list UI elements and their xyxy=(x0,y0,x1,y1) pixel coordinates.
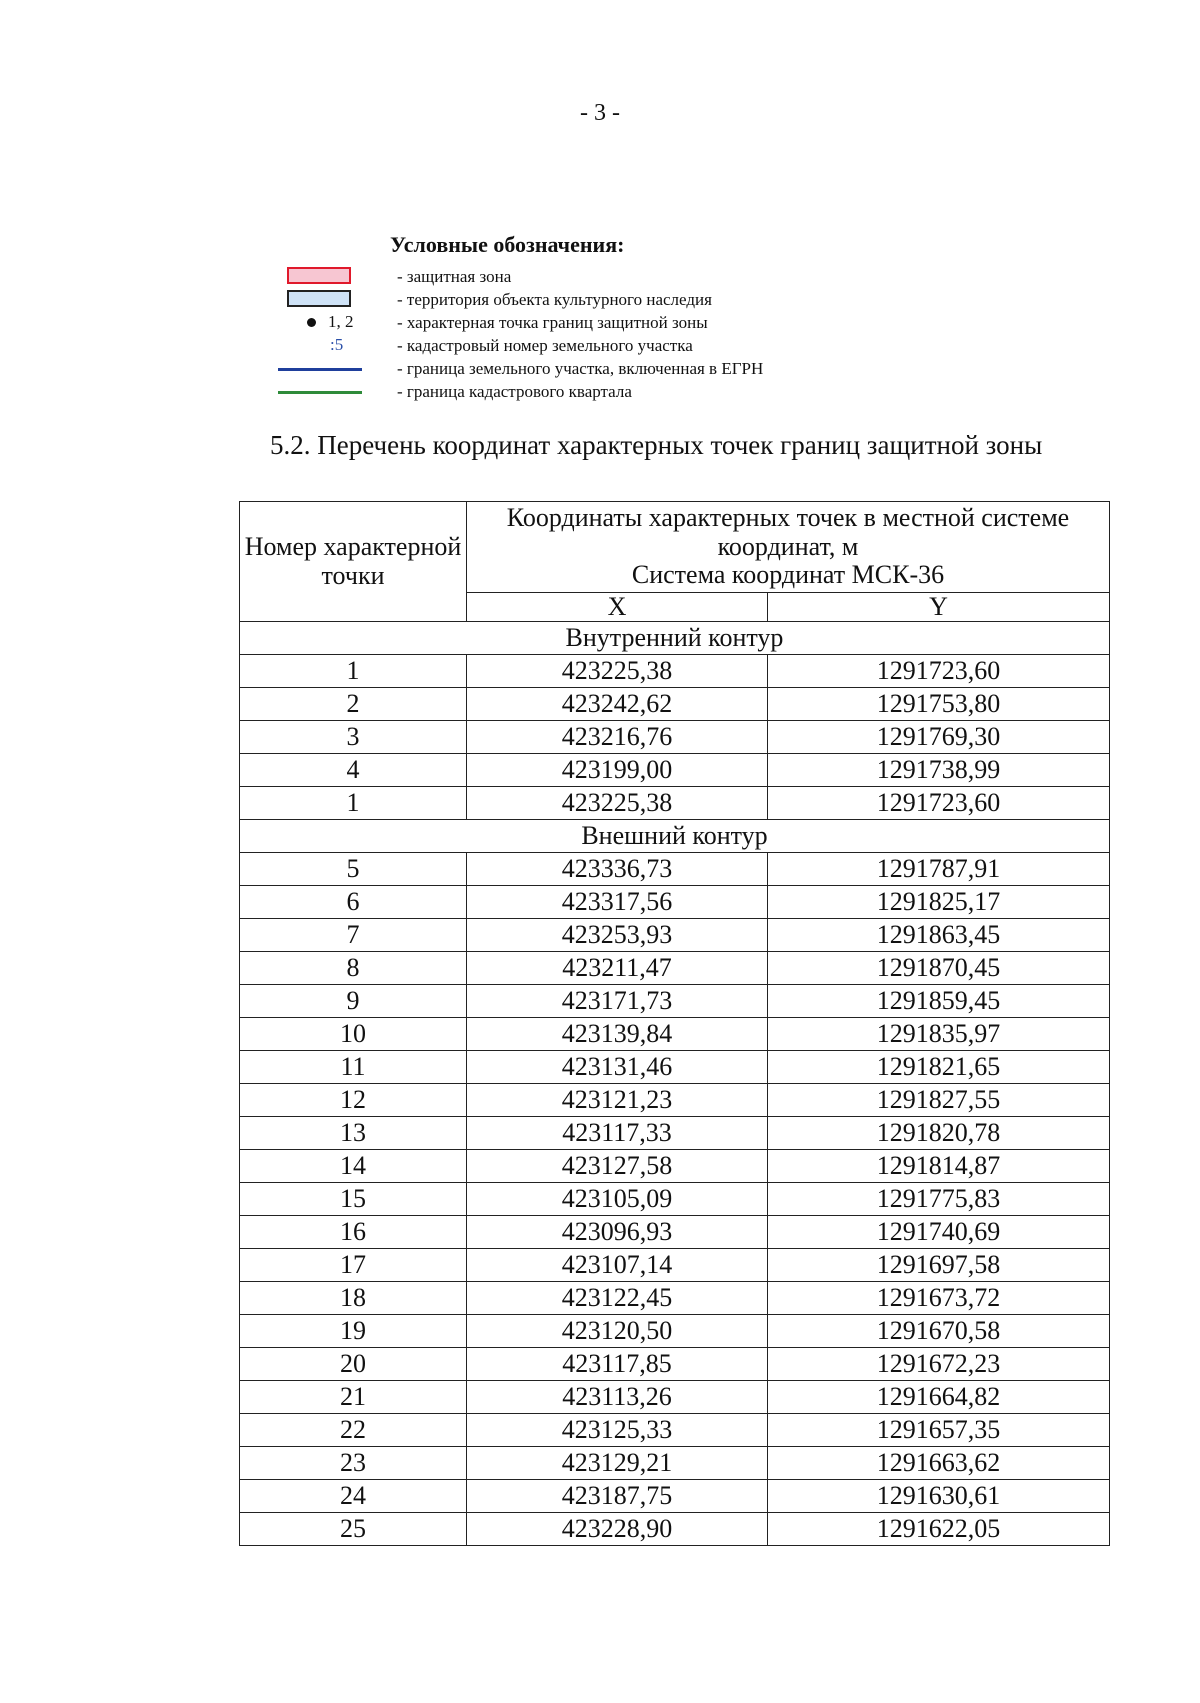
cell-point-number: 6 xyxy=(240,886,467,919)
cell-x: 423225,38 xyxy=(467,787,768,820)
cell-y: 1291859,45 xyxy=(768,985,1110,1018)
cell-x: 423127,58 xyxy=(467,1150,768,1183)
cell-point-number: 8 xyxy=(240,952,467,985)
cell-x: 423253,93 xyxy=(467,919,768,952)
cell-x: 423199,00 xyxy=(467,754,768,787)
cell-y: 1291825,17 xyxy=(768,886,1110,919)
cell-y: 1291775,83 xyxy=(768,1183,1110,1216)
legend-item-quarter-boundary xyxy=(270,380,970,404)
table-row xyxy=(240,1315,1110,1348)
table-row xyxy=(240,1150,1110,1183)
cell-y: 1291740,69 xyxy=(768,1216,1110,1249)
cell-point-number: 15 xyxy=(240,1183,467,1216)
green-line-icon xyxy=(278,391,362,394)
cell-point-number: 23 xyxy=(240,1447,467,1480)
header-coordinates-title: Координаты характерных точек в местной системе координат, м xyxy=(506,503,1070,561)
cell-point-number: 17 xyxy=(240,1249,467,1282)
cell-x: 423129,21 xyxy=(467,1447,768,1480)
cell-point-number: 10 xyxy=(240,1018,467,1051)
table-row xyxy=(240,919,1110,952)
cell-y: 1291663,62 xyxy=(768,1447,1110,1480)
legend-label: - защитная зона xyxy=(397,267,512,286)
cell-y: 1291697,58 xyxy=(768,1249,1110,1282)
cell-point-number: 12 xyxy=(240,1084,467,1117)
header-y: Y xyxy=(768,592,1110,622)
cell-y: 1291835,97 xyxy=(768,1018,1110,1051)
cell-x: 423131,46 xyxy=(467,1051,768,1084)
cell-y: 1291672,23 xyxy=(768,1348,1110,1381)
cell-y: 1291630,61 xyxy=(768,1480,1110,1513)
legend-label: - кадастровый номер земельного участка xyxy=(397,336,693,355)
cell-y: 1291787,91 xyxy=(768,853,1110,886)
cell-x: 423117,33 xyxy=(467,1117,768,1150)
cell-x: 423105,09 xyxy=(467,1183,768,1216)
cell-y: 1291664,82 xyxy=(768,1381,1110,1414)
cell-y: 1291769,30 xyxy=(768,721,1110,754)
section-title: Внешний контур xyxy=(240,820,1110,853)
table-row xyxy=(240,1381,1110,1414)
legend-item-parcel-boundary xyxy=(270,357,970,381)
cell-x: 423317,56 xyxy=(467,886,768,919)
table-row xyxy=(240,1348,1110,1381)
table-row xyxy=(240,1018,1110,1051)
cell-point-number: 1 xyxy=(240,787,467,820)
table-row xyxy=(240,853,1110,886)
table-row xyxy=(240,688,1110,721)
coordinates-table xyxy=(239,501,1110,1546)
cell-y: 1291827,55 xyxy=(768,1084,1110,1117)
cell-y: 1291670,58 xyxy=(768,1315,1110,1348)
table-row xyxy=(240,1447,1110,1480)
table-row xyxy=(240,1051,1110,1084)
table-row xyxy=(240,985,1110,1018)
header-coordinate-system: Система координат МСК-36 xyxy=(631,560,945,590)
cell-x: 423121,23 xyxy=(467,1084,768,1117)
cell-x: 423120,50 xyxy=(467,1315,768,1348)
table-row xyxy=(240,1513,1110,1546)
table-row xyxy=(240,1249,1110,1282)
cell-y: 1291723,60 xyxy=(768,787,1110,820)
cell-x: 423125,33 xyxy=(467,1414,768,1447)
cell-point-number: 7 xyxy=(240,919,467,952)
table-row xyxy=(240,1414,1110,1447)
cell-point-number: 13 xyxy=(240,1117,467,1150)
cell-y: 1291814,87 xyxy=(768,1150,1110,1183)
section-title: Внутренний контур xyxy=(240,622,1110,655)
cell-x: 423107,14 xyxy=(467,1249,768,1282)
cell-point-number: 25 xyxy=(240,1513,467,1546)
point-dot-icon xyxy=(307,318,316,327)
cadastral-symbol-text: :5 xyxy=(330,335,344,354)
page-number: - 3 - xyxy=(580,100,620,126)
cell-x: 423216,76 xyxy=(467,721,768,754)
cell-point-number: 9 xyxy=(240,985,467,1018)
cell-point-number: 5 xyxy=(240,853,467,886)
cell-point-number: 20 xyxy=(240,1348,467,1381)
cell-point-number: 11 xyxy=(240,1051,467,1084)
legend-item-object xyxy=(270,288,970,312)
cell-x: 423113,26 xyxy=(467,1381,768,1414)
blue-line-symbol xyxy=(270,357,370,381)
cell-x: 423096,93 xyxy=(467,1216,768,1249)
cell-point-number: 22 xyxy=(240,1414,467,1447)
legend-item-point xyxy=(270,311,970,335)
cell-y: 1291820,78 xyxy=(768,1117,1110,1150)
cell-point-number: 14 xyxy=(240,1150,467,1183)
section-heading: 5.2. Перечень координат характерных точек границ защитной зоны xyxy=(270,430,1043,460)
table-row xyxy=(240,886,1110,919)
table-row xyxy=(240,1480,1110,1513)
cell-y: 1291738,99 xyxy=(768,754,1110,787)
section-row xyxy=(240,820,1110,853)
legend-label: - граница земельного участка, включенная в ЕГРН xyxy=(397,359,764,378)
table-row xyxy=(240,952,1110,985)
cell-y: 1291863,45 xyxy=(768,919,1110,952)
cell-x: 423211,47 xyxy=(467,952,768,985)
object-rect-icon xyxy=(287,290,351,307)
cell-x: 423117,85 xyxy=(467,1348,768,1381)
cell-y: 1291870,45 xyxy=(768,952,1110,985)
legend-title: Условные обозначения: xyxy=(390,232,625,257)
cell-point-number: 4 xyxy=(240,754,467,787)
cell-point-number: 16 xyxy=(240,1216,467,1249)
table-row xyxy=(240,1183,1110,1216)
cell-y: 1291821,65 xyxy=(768,1051,1110,1084)
zone-rect-icon xyxy=(287,267,351,284)
table-row xyxy=(240,787,1110,820)
table-row xyxy=(240,754,1110,787)
point-symbol xyxy=(270,311,370,335)
cell-point-number: 21 xyxy=(240,1381,467,1414)
cell-x: 423228,90 xyxy=(467,1513,768,1546)
cell-x: 423171,73 xyxy=(467,985,768,1018)
cell-y: 1291657,35 xyxy=(768,1414,1110,1447)
cell-x: 423242,62 xyxy=(467,688,768,721)
cell-x: 423187,75 xyxy=(467,1480,768,1513)
header-x: X xyxy=(467,592,768,622)
cell-point-number: 2 xyxy=(240,688,467,721)
cell-point-number: 19 xyxy=(240,1315,467,1348)
cell-x: 423122,45 xyxy=(467,1282,768,1315)
cell-point-number: 3 xyxy=(240,721,467,754)
cell-y: 1291673,72 xyxy=(768,1282,1110,1315)
cell-point-number: 18 xyxy=(240,1282,467,1315)
object-symbol-icon xyxy=(270,288,370,312)
zone-symbol-icon xyxy=(270,265,370,289)
table-row xyxy=(240,655,1110,688)
point-symbol-text: 1, 2 xyxy=(328,312,354,331)
table-row xyxy=(240,1282,1110,1315)
header-coordinates xyxy=(467,502,1110,593)
cell-y: 1291622,05 xyxy=(768,1513,1110,1546)
legend-label: - граница кадастрового квартала xyxy=(397,382,632,401)
blue-line-icon xyxy=(278,368,362,371)
cell-x: 423336,73 xyxy=(467,853,768,886)
legend-label: - территория объекта культурного наследия xyxy=(397,290,712,309)
table-row xyxy=(240,1084,1110,1117)
legend-item-zone xyxy=(270,265,970,289)
table-row xyxy=(240,721,1110,754)
cell-x: 423139,84 xyxy=(467,1018,768,1051)
table-row xyxy=(240,1117,1110,1150)
legend-item-cadastral xyxy=(270,334,970,358)
cell-point-number: 1 xyxy=(240,655,467,688)
cell-x: 423225,38 xyxy=(467,655,768,688)
legend-label: - характерная точка границ защитной зоны xyxy=(397,313,708,332)
section-row xyxy=(240,622,1110,655)
table-row xyxy=(240,1216,1110,1249)
table-body xyxy=(240,622,1110,1546)
header-point-number: Номер характерной точки xyxy=(240,502,467,622)
cell-y: 1291723,60 xyxy=(768,655,1110,688)
green-line-symbol xyxy=(270,380,370,404)
cell-point-number: 24 xyxy=(240,1480,467,1513)
cadastral-symbol xyxy=(270,334,370,358)
cell-y: 1291753,80 xyxy=(768,688,1110,721)
